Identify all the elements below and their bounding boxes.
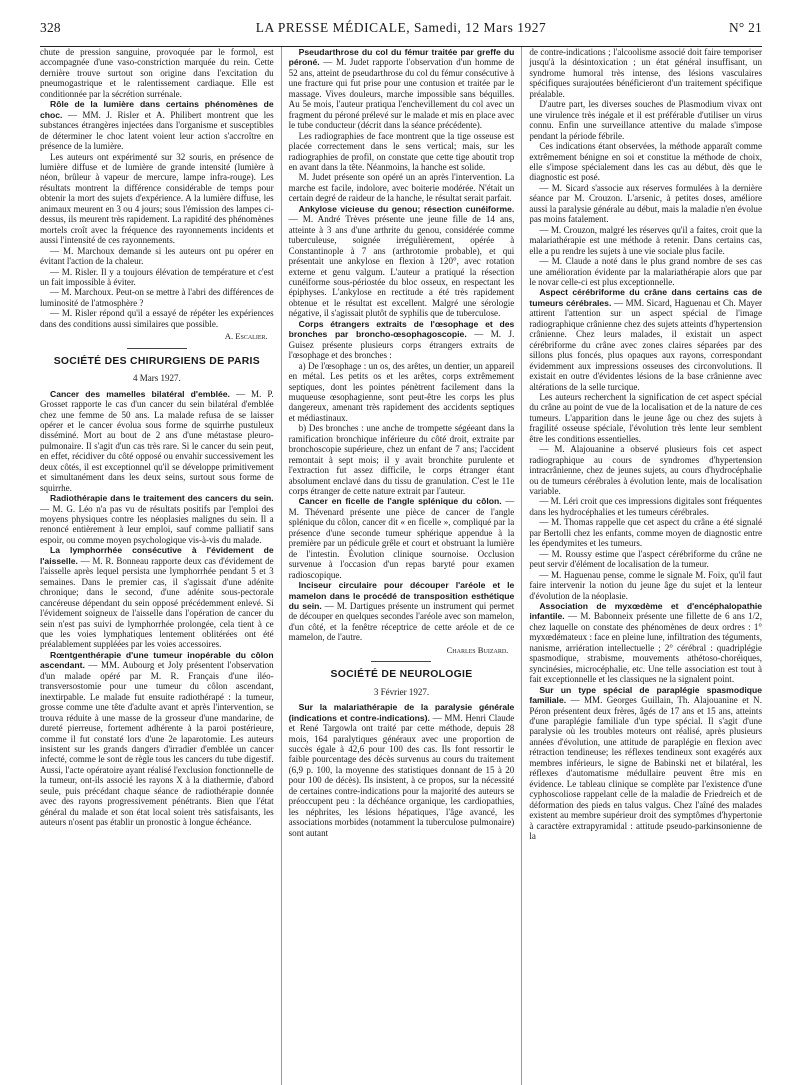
paragraph: — M. Crouzon, malgré les réserves qu'il a faites, croit que la malariathérapie est une méthode à retenir. Dans certains cas, elle a pu rendre les sujets à une vie sociale plus facile. [529, 224, 762, 256]
paragraph: — M. Marchoux demande si les auteurs ont pu opérer en évitant l'action de la chaleur. [40, 245, 274, 267]
paragraph: Rœntgenthérapie d'une tumeur inopérable du côlon ascendant. — MM. Aubourg et Joly présentent l'observation d'un malade opéré par M. R. Français d'une iléo-transversostomie pour une tumeur du côlon ascendant, inextirpable. Le malade fut ensuite radiothérapé : la tumeur, grosse comme une tête d'adulte avant et après l'intervention, se trouva réduite à une masse de la grosseur d'une mandarine, de dureté pierreuse, fortement adhérente à la paroi postérieure, comme il fut constaté lors d'une 2e laparotomie. Les auteurs insistent sur les grands dangers d'irradier d'emblée un cancer infecté, comme le sont de règle tous les cancers du tube digestif. Aussi, l'acte opératoire ayant réalisé l'exclusion fonctionnelle de la tumeur, ont-ils associé les rayons X à la diathermie, d'abord seule, puis précédant chaque séance de radiothérapie donnée avec des rayons progressivement pénétrants. Bien que l'état général du malade et son état local soient très satisfaisants, les auteurs n'osent pas établir un pronostic à longue échéance. [40, 649, 274, 828]
paragraph: Sur la malariathérapie de la paralysie générale (indications et contre-indications). — MM. Henri Claude et René Targowla ont traité par cette méthode, depuis 28 mois, 164 paralytiques généraux avec une proportion de succès égale à 42,6 pour 100 des cas. Ils font ressortir le faible pourcentage des décès survenus au cours du traitement (6,9 p. 100, la moyenne des statistiques donnant de 15 à 20 pour 100 de décès). Ils insistent, à ce propos, sur la nécessité de certaines contre-indications pour la majorité des auteurs se préoccupent peu : la déchéance organique, les cardiopathies, les néphrites, les lésions hépatiques, l'âge avancé, les associations morbides (notamment la tuberculose pulmonaire) sont autant [288, 702, 515, 838]
page-number: 328 [40, 20, 61, 35]
paragraph: — M. Haguenau pense, comme le signale M. Foix, qu'il faut faire intervenir la notion du jeune âge du sujet et la lenteur d'évolution de la néoplasie. [529, 569, 762, 601]
article-heading: Cancer des mamelles bilatéral d'emblée. [50, 388, 230, 399]
paragraph: Pseudarthrose du col du fémur traitée par greffe du péroné. — M. Judet rapporte l'observation d'un homme de 52 ans, atteint de pseudarthrose du col du fémur consécutive à une fracture qui fut prise pour une contusion et traitée par le massage. Vives douleurs, marche impossible sans béquilles. Au 5e mois, l'auteur pratiqua l'enchevillement du col avec un fragment du péroné prélevé sur le malade et mis en place avec le tube conducteur (décrit dans la séance précédente). [288, 47, 515, 131]
paragraph: Cancer des mamelles bilatéral d'emblée. — M. P. Grosset rapporte le cas d'un cancer du sein bilatéral d'emblée chez une femme de 50 ans. La malade refusa de se laisser opérer et le cancer évolua sous forme de squirrhe pustuleux disséminé. Mort au bout de 2 ans d'une métastase pleuro-pulmonaire. Il s'agit d'un cas très rare. Si le cancer du sein peut, en effet, récidiver du côté opposé ou envahir successivement les deux côtés, il est exceptionnel qu'il se développe primitivement et simultanément dans les deux seins, surtout sous forme de squirrhe. [40, 388, 274, 493]
paragraph: Ankylose vicieuse du genou; résection cunéiforme. — M. André Trèves présente une jeune fille de 14 ans, atteinte à 3 ans d'une arthrite du genou, considérée comme tuberculeuse, soignée irrégulièrement, opérée à Constantinople à 7 ans (arthrotomie probable), et qui présentait une ankylose en flexion à 120°, avec rotation externe et genu valgum. L'auteur a pratiqué la résection cunéiforme sous-périostée du bloc osseux, en respectant les épiphyses. L'ankylose en rectitude a été très rapidement obtenue et le résultat est excellent. Malgré une sérologie négative, il s'agissait plutôt de syphilis que de tuberculose. [288, 203, 515, 319]
paragraph: Radiothérapie dans le traitement des cancers du sein. — M. G. Léo n'a pas vu de résultats positifs par l'emploi des moyens physiques contre les néoplasies malignes du sein. Il a renoncé entièrement à leur emploi, sauf comme palliatif sans espoir, ou comme moyen psychologique vis-à-vis du malade. [40, 493, 274, 545]
article-heading: Aspect cérébriforme du crâne dans certains cas de tumeurs cérébrales. [529, 287, 762, 308]
signature: A. Escalier. [224, 331, 268, 342]
paragraph: — M. Thomas rappelle que cet aspect du crâne a été signalé par Bertolli chez les enfants, comme moyen de diagnostic entre les épendymites et les tumeurs. [529, 517, 762, 549]
paragraph: Corps étrangers extraits de l'œsophage et des bronches par broncho-œsophagoscopie. — M. J. Guisez présente plusieurs corps étrangers extraits de l'œsophage et des bronches : [288, 318, 515, 361]
divider [127, 348, 187, 349]
column-3 [521, 47, 762, 1085]
paragraph: Cancer en ficelle de l'angle splénique du côlon. — M. Thévenard présente une pièce de cancer de l'angle splénique du côlon, cancer dit « en ficelle », compliqué par la présence d'une seconde tumeur sphérique appendue à la première par un pédicule grêle et court et obstruant la lumière de l'intestin. Évolution clinique sournoise. Occlusion survenue à l'occasion d'un repas baryté pour examen radioscopique. [288, 496, 515, 580]
section-heading: SOCIÉTÉ DE NEUROLOGIE [330, 669, 473, 681]
column-2 [281, 47, 522, 1085]
section-date: 4 Mars 1927. [132, 373, 181, 384]
signature: Charles Buizard. [446, 644, 509, 655]
divider [371, 661, 431, 662]
paragraph: Les auteurs recherchent la signification de cet aspect spécial du crâne au point de vue de la localisation et de la nature de ces tumeurs. L'apparition dans le jeune âge ou chez des sujets à fragilité osseuse spéciale, l'évolution très lente leur semblent être les conditions essentielles. [529, 391, 762, 444]
paragraph: Inciseur circulaire pour découper l'aréole et le mamelon dans le procédé de transposition esthétique du sein. — M. Dartigues présente un instrument qui permet de découper en quelques secondes l'aréole avec son mamelon, d'un côté, et la fenêtre réceptrice de cette aréole et de ce mamelon, de l'autre. [288, 580, 515, 643]
paragraph: Sur un type spécial de paraplégie spasmodique familiale. — MM. Georges Guillain, Th. Alajouanine et N. Péron présentent deux frères, âgés de 17 ans et 15 ans, atteints d'une paraplégie familiale d'un type spécial. Il s'agit d'une paralysie où les troubles moteurs ont réalisé, après plusieurs années d'évolution, une attitude de paraplégie en flexion avec rétraction tendineuse; les réflexes tendineux sont exagérés aux membres inférieurs, le signe de Babinski net et bilatéral, les réflexes d'automatisme médullaire peuvent être mis en évidence. Le tableau clinique se complète par l'existence d'une cyphoscoliose rappelant celle de la maladie de Friedreich et de déformation des pieds en talus valgus. Chez l'aîné des malades existent au membre supérieur droit des symptômes d'hypertonie à caractère extrapyramidal : attitude pseudo-parkinsonienne de la [529, 684, 762, 841]
paragraph: Rôle de la lumière dans certains phénomènes de choc. — MM. J. Risler et A. Philibert montrent que les substances étrangères injectées dans l'organisme et susceptibles de déterminer le choc latent voient leur action s'accroître en présence de la lumière. [40, 99, 274, 152]
paragraph: D'autre part, les diverses souches de Plasmodium vivax ont une virulence très inégale et il est préférable d'utiliser un virus connu. Enfin une surveillance attentive du malade s'impose pendant la période fébrile. [529, 99, 762, 141]
paragraph: Association de myxœdème et d'encéphalopathie infantile. — M. Babonneix présente une fillette de 6 ans 1/2, chez laquelle on constate des phénomènes de deux ordres : 1° myxœdémateux : face en pleine lune, infiltration des téguments, nanisme, arriération intellectuelle ; 2° cérébral : quadriplégie spasmodique, strabisme, mouvements athétoso-choréiques, syncinésies, microcéphalie, etc. Une telle association est tout à fait exceptionnelle et les classiques ne la signalent point. [529, 601, 762, 685]
article-heading: Sur un type spécial de paraplégie spasmodique familiale. [529, 684, 762, 706]
article-heading: Sur la malariathérapie de la paralysie générale (indications et contre-indications). [288, 702, 515, 723]
issue-number: N° 21 [728, 20, 762, 35]
page-header [40, 0, 762, 42]
column-1 [40, 47, 281, 1085]
article-heading: Cancer en ficelle de l'angle splénique du côlon. [298, 496, 502, 507]
article-heading: Pseudarthrose du col du fémur traitée par greffe du péroné. [288, 47, 515, 68]
article-heading: Inciseur circulaire pour découper l'aréole et le mamelon dans le procédé de transposition esthétique du sein. [288, 580, 515, 612]
paragraph: Les radiographies de face montrent que la tige osseuse est placée correctement dans le sens vertical; mais, sur les radiographies de profil, on constate que cette tige aboutit trop en avant dans la tête. Néanmoins, la hanche est solide. [288, 130, 515, 172]
paragraph: — M. Sicard s'associe aux réserves formulées à la dernière séance par M. Crouzon. L'arsenic, à petites doses, améliore aussi la paralysie générale au début, mais la maladie n'en évolue pas moins fatalement. [529, 182, 762, 225]
article-heading: La lymphorrhée consécutive à l'évidement de l'aisselle. [40, 545, 274, 566]
paragraph: — M. Léri croit que ces impressions digitales sont fréquentes dans les hydrocéphalies et les tumeurs cérébrales. [529, 496, 762, 517]
section-heading: SOCIÉTÉ DES CHIRURGIENS DE PARIS [53, 355, 260, 367]
paragraph: Aspect cérébriforme du crâne dans certains cas de tumeurs cérébrales. — MM. Sicard, Haguenau et Ch. Mayer attirent l'attention sur un aspect spécial de l'image radiographique crânienne chez des sujets atteints d'hypertension crânienne. Chez leurs malades, il existait un aspect cérébriforme du crâne avec zones claires séparées par des sillons plus foncés, plus opaques aux rayons, correspondant évidemment aux impressions osseuses des circonvolutions. Il existait en outre d'évidentes lésions de la base crânienne avec altérations de la selle turcique. [529, 287, 762, 392]
publication-title: LA PRESSE MÉDICALE, Samedi, 12 Mars 1927 [255, 20, 547, 35]
paragraph: — M. Risler répond qu'il a essayé de répéter les expériences dans des conditions aussi similaires que possible. [40, 308, 274, 329]
article-heading: Radiothérapie dans le traitement des cancers du sein. [50, 493, 274, 504]
paragraph: Les auteurs ont expérimenté sur 32 souris, en présence de lumière diffuse et de lumière de grande intensité (lumière à néon, brûleur à vapeur de mercure, lampe infra-rouge). Les résultats montrent la différence considérable de temps pour obtenir la mort des sujets d'expérience. A la lumière diffuse, les animaux meurent en 3 ou 4 jours; sous l'émission des lampes ci-dessus, ils meurent très rapidement. La rapidité des phénomènes mortels croît avec la fréquence des rayonnements incidents et aussi l'intensité de ces rayonnements. [40, 151, 274, 246]
article-heading: Rôle de la lumière dans certains phénomènes de choc. [40, 99, 274, 120]
paragraph: — M. Alajouanine a observé plusieurs fois cet aspect radiographique au cours de syndromes d'hypertension intracrânienne, chez de jeunes sujets, au cours d'hydrocéphalie ou de tumeurs cérébrales à évolution lente, mais de localisation variable. [529, 444, 762, 497]
article-heading: Corps étrangers extraits de l'œsophage et des bronches par broncho-œsophagoscopie. [288, 318, 515, 340]
paragraph: — M. Risler. Il y a toujours élévation de température et c'est un fait impossible à éviter. [40, 266, 274, 287]
article-heading: Association de myxœdème et d'encéphalopathie infantile. [529, 601, 762, 622]
article-heading: Ankylose vicieuse du genou; résection cunéiforme. [298, 203, 515, 214]
article-heading: Rœntgenthérapie d'une tumeur inopérable du côlon ascendant. [40, 649, 274, 671]
section-date: 3 Février 1927. [373, 686, 430, 697]
paragraph: chute de pression sanguine, provoquée par le formol, est accompagnée d'une vaso-constriction marquée du rein. Cette dernière trouve surtout son origine dans l'excitation du pneumogastrique et le ralentissement cardiaque. Elle est conditionnée par la sécrétion surrénale. [40, 47, 274, 99]
paragraph: — M. Claude a noté dans le plus grand nombre de ses cas une amélioration évidente par la malariathérapie alors que par le novar celle-ci est plus exceptionnelle. [529, 256, 762, 287]
paragraph: a) De l'œsophage : un os, des arêtes, un dentier, un appareil en métal. Les petits os et les arêtes, corps extrêmement septiques, dont les pointes pénètrent facilement dans la muqueuse œsophagienne, sont peut-être les corps les plus dangereux, amenant très rapidement des accidents septiques et médiastinaux. [288, 360, 515, 423]
paragraph: — M. Marchoux. Peut-on se mettre à l'abri des différences de luminosité de l'atmosphère ? [40, 287, 274, 308]
paragraph: — M. Roussy estime que l'aspect cérébriforme du crâne ne peut servir d'élément de localisation de la tumeur. [529, 548, 762, 570]
paragraph: Ces indications étant observées, la méthode apparaît comme extrêmement bénigne en soi et constitue la méthode de choix, elle s'impose spécialement dans les cas au début, dès que le diagnostic est posé. [529, 141, 762, 183]
columns [40, 47, 762, 1085]
paragraph: de contre-indications ; l'alcoolisme associé doit faire temporiser jusqu'à la désintoxication ; un état général insuffisant, un syndrome humoral très intense, des lésions vasculaires spécifiques surajoutées bénéficieront d'un traitement spécifique préalable. [529, 47, 762, 99]
paragraph: b) Des bronches : une anche de trompette ségéeant dans la ramification bronchique inférieure du côté droit, extraite par bronchoscopie supérieure, chez un enfant de 7 ans; l'accident remontait à sept mois; il y avait bronchite purulente et l'extraction fut assez difficile, le corps étranger étant absolument enclavé dans du tissu de granulation. C'est le 11e corps étranger de cette nature extrait par l'auteur. [288, 423, 515, 497]
paragraph: La lymphorrhée consécutive à l'évidement de l'aisselle. — M. R. Bonneau rapporte deux cas d'évidement de l'aisselle après lequel persista une lymphorrhée pendant 5 et 3 semaines. Dans le premier cas, il s'agissait d'une adénite chronique; dans le second, d'une adénite sous-pectorale cancéreuse dépendant du sein opposé précédemment enlevé. Si l'évidement soigneux de l'aisselle dans l'opération de cancer du sein n'est pas suivi de lymphorrhée prolongée, cela tient à ce que les voies lymphatiques lentement oblitérées ont été préalablement suppléées par les voies accessoires. [40, 545, 274, 650]
paragraph: M. Judet présente son opéré un an après l'intervention. La marche est facile, indolore, avec boiterie modérée. N'était un certain degré de raideur de la hanche, le résultat serait parfait. [288, 172, 515, 204]
